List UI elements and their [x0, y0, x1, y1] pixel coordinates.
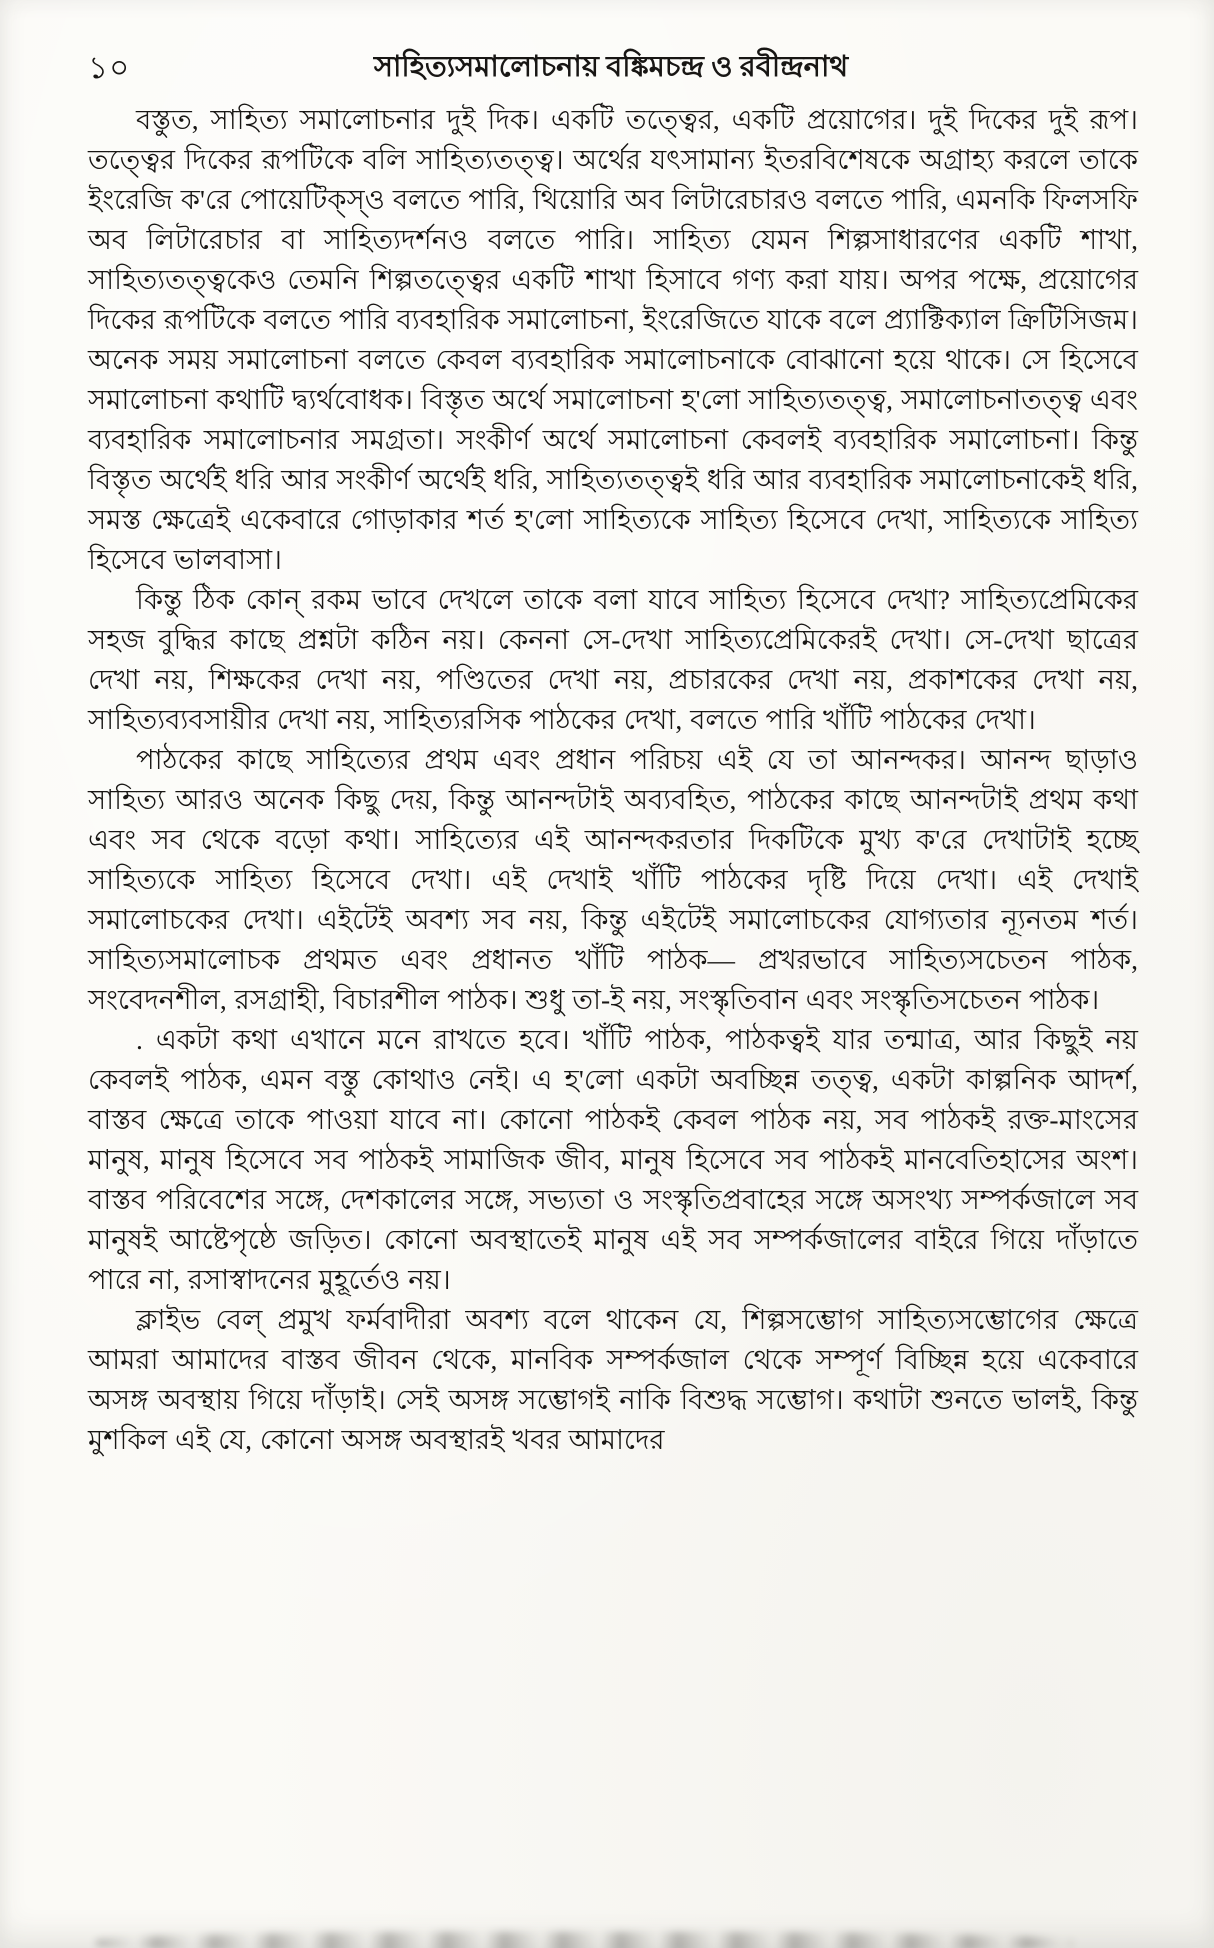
paragraph-4: . একটা কথা এখানে মনে রাখতে হবে। খাঁটি পাঠক, পাঠকত্বই যার তন্মাত্র, আর কিছুই নয় কেবলই পাঠক, এমন বস্তু কোথাও নেই। এ হ'লো একটা অবচ্ছিন্ন তত্ত্ব, একটা কাল্পনিক আদর্শ, বাস্তব ক্ষেত্রে তাকে পাওয়া যাবে না। কোনো পাঠকই কেবল পাঠক নয়, সব পাঠকই রক্ত-মাংসের মানুষ, মানুষ হিসেবে সব পাঠকই সামাজিক জীব, মানুষ হিসেবে সব পাঠকই মানবেতিহাসের অংশ। বাস্তব পরিবেশের সঙ্গে, দেশকালের সঙ্গে, সভ্যতা ও সংস্কৃতিপ্রবাহের সঙ্গে অসংখ্য সম্পর্কজালে সব মানুষই আষ্টেপৃষ্ঠে জড়িত। কোনো অবস্থাতেই মানুষ এই সব সম্পর্কজালের বাইরে গিয়ে দাঁড়াতে পারে না, রসাস্বাদনের মুহূর্তেও নয়।	[88, 1024, 1138, 1295]
page-number: ১০	[88, 50, 131, 85]
page-body	[88, 100, 1138, 1460]
paragraph-3: পাঠকের কাছে সাহিত্যের প্রথম এবং প্রধান পরিচয় এই যে তা আনন্দকর। আনন্দ ছাড়াও সাহিত্য আরও অনেক কিছু দেয়, কিন্তু আনন্দটাই অব্যবহিত, পাঠকের কাছে আনন্দটাই প্রথম কথা এবং সব থেকে বড়ো কথা। সাহিত্যের এই আনন্দকরতার দিকটিকে মুখ্য ক'রে দেখাটাই হচ্ছে সাহিত্যকে সাহিত্য হিসেবে দেখা। এই দেখাই খাঁটি পাঠকের দৃষ্টি দিয়ে দেখা। এই দেখাই সমালোচকের দেখা। এইটেই অবশ্য সব নয়, কিন্তু এইটেই সমালোচকের যোগ্যতার ন্যূনতম শর্ত। সাহিত্যসমালোচক প্রথমত এবং প্রধানত খাঁটি পাঠক— প্রখরভাবে সাহিত্যসচেতন পাঠক, সংবেদনশীল, রসগ্রাহী, বিচারশীল পাঠক। শুধু তা-ই নয়, সংস্কৃতিবান এবং সংস্কৃতিসচেতন পাঠক।	[88, 744, 1138, 1015]
paragraph-2: কিন্তু ঠিক কোন্‌ রকম ভাবে দেখলে তাকে বলা যাবে সাহিত্য হিসেবে দেখা? সাহিত্যপ্রেমিকের সহজ বুদ্ধির কাছে প্রশ্নটা কঠিন নয়। কেননা সে-দেখা সাহিত্যপ্রেমিকেরই দেখা। সে-দেখা ছাত্রের দেখা নয়, শিক্ষকের দেখা নয়, পণ্ডিতের দেখা নয়, প্রচারকের দেখা নয়, প্রকাশকের দেখা নয়, সাহিত্যব্যবসায়ীর দেখা নয়, সাহিত্যরসিক পাঠকের দেখা, বলতে পারি খাঁটি পাঠকের দেখা।	[88, 584, 1139, 735]
paragraph-1: বস্তুত, সাহিত্য সমালোচনার দুই দিক। একটি তত্ত্বের, একটি প্রয়োগের। দুই দিকের দুই রূপ। তত্ত্বের দিকের রূপটিকে বলি সাহিত্যতত্ত্ব। অর্থের যৎসামান্য ইতরবিশেষকে অগ্রাহ্য করলে তাকে ইংরেজি ক'রে পোয়েটিক্স্‌ও বলতে পারি, থিয়োরি অব লিটারেচারও বলতে পারি, এমনকি ফিলসফি অব লিটারেচার বা সাহিত্যদর্শনও বলতে পারি। সাহিত্য যেমন শিল্পসাধারণের একটি শাখা, সাহিত্যতত্ত্বকেও তেমনি শিল্পতত্ত্বের একটি শাখা হিসাবে গণ্য করা যায়। অপর পক্ষে, প্রয়োগের দিকের রূপটিকে বলতে পারি ব্যবহারিক সমালোচনা, ইংরেজিতে যাকে বলে প্র্যাক্টিক্যাল ক্রিটিসিজম। অনেক সময় সমালোচনা বলতে কেবল ব্যবহারিক সমালোচনাকে বোঝানো হয়ে থাকে। সে হিসেবে সমালোচনা কথাটি দ্ব্যর্থবোধক। বিস্তৃত অর্থে সমালোচনা হ'লো সাহিত্যতত্ত্ব, সমালোচনাতত্ত্ব এবং ব্যবহারিক সমালোচনার সমগ্রতা। সংকীর্ণ অর্থে সমালোচনা কেবলই ব্যবহারিক সমালোচনা। কিন্তু বিস্তৃত অর্থেই ধরি আর সংকীর্ণ অর্থেই ধরি, সাহিত্যতত্ত্বই ধরি আর ব্যবহারিক সমালোচনাকেই ধরি, সমস্ত ক্ষেত্রেই একেবারে গোড়াকার শর্ত হ'লো সাহিত্যকে সাহিত্য হিসেবে দেখা, সাহিত্যকে সাহিত্য হিসেবে ভালবাসা।	[88, 104, 1138, 575]
page-header	[88, 44, 1134, 88]
cutoff-next-line-artifact	[96, 1932, 1074, 1948]
running-title: সাহিত্যসমালোচনায় বঙ্কিমচন্দ্র ও রবীন্দ্রনাথ	[373, 51, 849, 83]
paragraph-5: ক্লাইভ বেল্‌ প্রমুখ ফর্মবাদীরা অবশ্য বলে থাকেন যে, শিল্পসম্ভোগ সাহিত্যসম্ভোগের ক্ষেত্রে আমরা আমাদের বাস্তব জীবন থেকে, মানবিক সম্পর্কজাল থেকে সম্পূর্ণ বিচ্ছিন্ন হয়ে একেবারে অসঙ্গ অবস্থায় গিয়ে দাঁড়াই। সেই অসঙ্গ সম্ভোগই নাকি বিশুদ্ধ সম্ভোগ। কথাটা শুনতে ভালই, কিন্তু মুশকিল এই যে, কোনো অসঙ্গ অবস্থারই খবর আমাদের	[88, 1304, 1138, 1455]
